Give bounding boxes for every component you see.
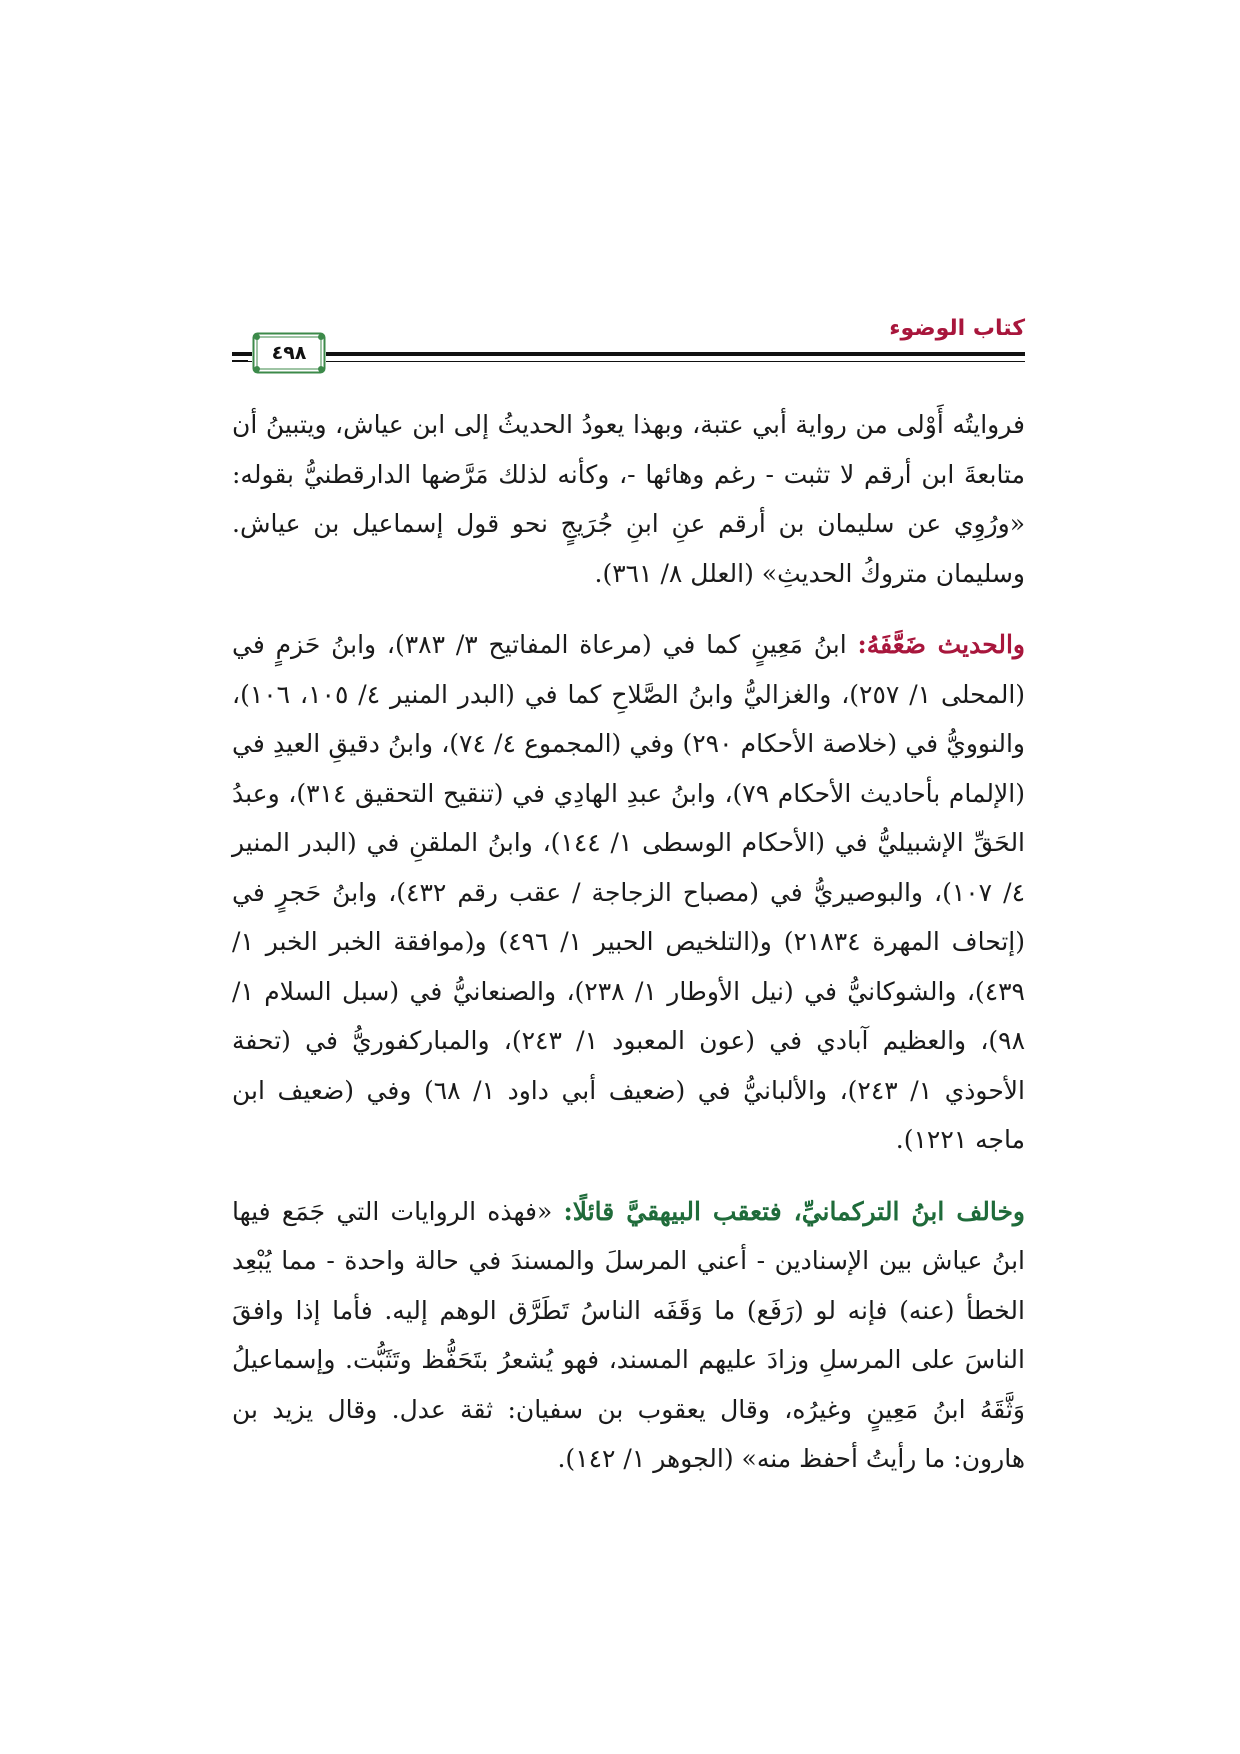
paragraph-lead: والحديث ضَعَّفَهُ: xyxy=(857,630,1025,659)
paragraph-lead: وخالف ابنُ التركمانيِّ، فتعقب البيهقيَّ قائلًا: xyxy=(563,1196,1025,1226)
header-dash-upper xyxy=(232,352,248,354)
header-rule-thin xyxy=(232,361,1025,362)
page-header xyxy=(232,308,1025,374)
header-dash-lower xyxy=(232,360,248,362)
header-rule-thick xyxy=(232,352,1025,356)
book-title: كتاب الوضوء xyxy=(889,316,1025,341)
paragraph xyxy=(232,400,1025,598)
page-number-badge xyxy=(252,332,326,374)
paragraph xyxy=(232,620,1025,1165)
paragraph-text: «فهذه الروايات التي جَمَع فيها ابنُ عياش بين الإسنادين - أعني المرسلَ والمسندَ في حالة واحدة - مما يُبْعِد الخطأ (عنه) فإنه لو (رَفَع) ما وَقَفَه الناسُ تَطَرَّق الوهم إليه. فأما إذا وافقَ الناسَ على المرسلِ وزادَ عليهم المسند، فهو يُشعرُ بتَحَفُّظ وتَثَبُّت. وإسماعيلُ وَثَّقَهُ ابنُ مَعِينٍ وغيرُه، وقال يعقوب بن سفيان: ثقة عدل. وقال يزيد بن هارون: ما رأيتُ أحفظ منه» (الجوهر ١/ ١٤٢). xyxy=(232,1196,1025,1473)
paragraph-text: فروايتُه أَوْلى من رواية أبي عتبة، وبهذا يعودُ الحديثُ إلى ابن عياش، ويتبينُ أن متابعةَ ابن أرقم لا تثبت - رغم وهائها -، وكأنه لذلك مَرَّضها الدارقطنيُّ بقوله: «ورُوِي عن سليمان بن أرقم عنِ ابنِ جُرَيجٍ نحو قول إسماعيل بن عياش. وسليمان متروكُ الحديثِ» (العلل ٨/ ٣٦١). xyxy=(232,410,1025,588)
paragraph xyxy=(232,1187,1025,1484)
paragraph-text: ابنُ مَعِينٍ كما في (مرعاة المفاتيح ٣/ ٣٨٣)، وابنُ حَزمٍ في (المحلى ١/ ٢٥٧)، والغزاليُّ وابنُ الصَّلاحِ كما في (البدر المنير ٤/ ١٠٥، ١٠٦)، والنوويُّ في (خلاصة الأحكام ٢٩٠) وفي (المجموع ٤/ ٧٤)، وابنُ دقيقِ العيدِ في (الإلمام بأحاديث الأحكام ٧٩)، وابنُ عبدِ الهادِي في (تنقيح التحقيق ٣١٤)، وعبدُ الحَقِّ الإشبيليُّ في (الأحكام الوسطى ١/ ١٤٤)، وابنُ الملقنِ في (البدر المنير ٤/ ١٠٧)، والبوصيريُّ في (مصباح الزجاجة / عقب رقم ٤٣٢)، وابنُ حَجرٍ في (إتحاف المهرة ٢١٨٣٤) و(التلخيص الحبير ١/ ٤٩٦) و(موافقة الخبر الخبر ١/ ٤٣٩)، والشوكانيُّ في (نيل الأوطار ١/ ٢٣٨)، والصنعانيُّ في (سبل السلام ١/ ٩٨)، والعظيم آبادي في (عون المعبود ١/ ٢٤٣)، والمباركفوريُّ في (تحفة الأحوذي ١/ ٢٤٣)، والألبانيُّ في (ضعيف أبي داود ١/ ٦٨) وفي (ضعيف ابن ماجه ١٢٢١). xyxy=(232,630,1026,1154)
page-number: ٤٩٨ xyxy=(271,342,307,364)
page-body xyxy=(232,400,1025,1506)
